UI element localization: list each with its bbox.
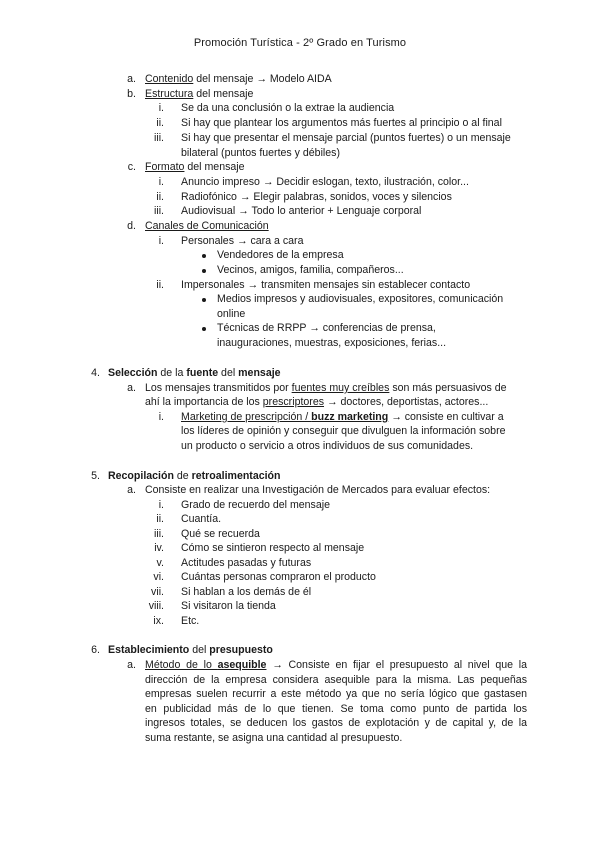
list-item-continuation: bilateral (puntos fuertes y débiles) bbox=[181, 147, 340, 159]
underlined-bold-term: asequible bbox=[217, 659, 267, 671]
heading-bold-part: Establecimiento bbox=[108, 644, 190, 656]
list-item: Radiofónico → Elegir palabras, sonidos, voces y silencios bbox=[181, 191, 452, 203]
heading-bold-part: retroalimentación bbox=[191, 470, 281, 482]
item-marker: vii. bbox=[151, 586, 164, 598]
item-text: del mensaje bbox=[193, 88, 254, 100]
section-heading-6 bbox=[108, 643, 273, 657]
paragraph-line: un producto o servicio a otros individuos de sus comunidades. bbox=[181, 440, 474, 452]
list-item: Si hablan a los demás de él bbox=[181, 586, 312, 598]
item-marker: a. bbox=[127, 382, 136, 394]
list-item: Etc. bbox=[181, 615, 200, 627]
bullet-dot bbox=[202, 254, 206, 258]
item-marker: ii. bbox=[156, 117, 164, 129]
item-marker: ii. bbox=[156, 191, 164, 203]
item-marker: viii. bbox=[148, 600, 164, 612]
paragraph-line bbox=[145, 658, 527, 672]
heading-part: del bbox=[189, 644, 210, 656]
heading-bold-part: presupuesto bbox=[209, 644, 273, 656]
item-marker: c. bbox=[127, 161, 136, 173]
item-marker: d. bbox=[127, 220, 136, 232]
bullet-item-continuation: inauguraciones, muestras, exposiciones, ferias... bbox=[217, 337, 447, 349]
heading-bold-part: fuente bbox=[186, 367, 219, 379]
item-text: del mensaje bbox=[184, 161, 245, 173]
item-marker: i. bbox=[158, 411, 164, 423]
list-item: Cómo se sintieron respecto al mensaje bbox=[181, 542, 365, 554]
list-item-canales: Canales de Comunicación bbox=[145, 220, 269, 232]
bullet-item: Técnicas de RRPP → conferencias de prensa, bbox=[217, 322, 436, 334]
paragraph-line bbox=[181, 410, 504, 424]
item-marker: a. bbox=[127, 484, 136, 496]
list-item: Si hay que plantear los argumentos más fuertes al principio o al final bbox=[181, 117, 502, 129]
section-number: 5. bbox=[91, 470, 100, 482]
item-marker: v. bbox=[156, 557, 164, 569]
item-marker: i. bbox=[158, 102, 164, 114]
underlined-term: Contenido bbox=[145, 73, 194, 85]
list-item: Anuncio impreso → Decidir eslogan, texto, ilustración, color... bbox=[181, 176, 469, 188]
item-marker: iii. bbox=[153, 205, 164, 217]
underlined-term: Estructura bbox=[145, 88, 194, 100]
list-item: Audiovisual → Todo lo anterior + Lenguaje corporal bbox=[181, 205, 422, 217]
bullet-item-continuation: online bbox=[217, 308, 246, 320]
section-number: 4. bbox=[91, 367, 100, 379]
bullet-dot bbox=[202, 298, 206, 302]
list-item: Cuántas personas compraron el producto bbox=[181, 571, 376, 583]
item-marker: a. bbox=[127, 73, 136, 85]
text-part: → Consiste en fijar el presupuesto al nivel que la bbox=[266, 659, 527, 671]
item-marker: i. bbox=[158, 235, 164, 247]
item-marker: b. bbox=[127, 88, 136, 100]
section-number: 6. bbox=[91, 644, 100, 656]
item-marker: i. bbox=[158, 499, 164, 511]
bullet-item: Medios impresos y audiovisuales, expositores, comunicación bbox=[217, 293, 504, 305]
paragraph-line: los líderes de opinión y conseguir que divulguen la información sobre bbox=[181, 425, 506, 437]
item-marker: iv. bbox=[154, 542, 164, 554]
item-marker: ix. bbox=[153, 615, 164, 627]
item-text: del mensaje → Modelo AIDA bbox=[193, 73, 332, 85]
list-item-contenido bbox=[145, 72, 332, 86]
bullet-dot bbox=[202, 269, 206, 273]
text-part: Los mensajes transmitidos por bbox=[145, 382, 292, 394]
list-item-impersonales: Impersonales → transmiten mensajes sin establecer contacto bbox=[181, 279, 471, 291]
paragraph-line: empresas suelen recurrir a este método ya que no sería lógico que gastasen bbox=[145, 688, 527, 700]
underlined-term: Formato bbox=[145, 161, 185, 173]
bullet-item: Vecinos, amigos, familia, compañeros... bbox=[217, 264, 404, 276]
list-item: Grado de recuerdo del mensaje bbox=[181, 499, 330, 511]
list-item-personales: Personales → cara a cara bbox=[181, 235, 304, 247]
page-header: Promoción Turística - 2º Grado en Turismo bbox=[193, 37, 407, 49]
text-part: son más persuasivos de bbox=[389, 382, 507, 394]
item-marker: ii. bbox=[156, 279, 164, 291]
list-item: Si hay que presentar el mensaje parcial (puntos fuertes) o un mensaje bbox=[181, 132, 511, 144]
underlined-term: prescriptores bbox=[262, 396, 325, 408]
item-marker: iii. bbox=[153, 528, 164, 540]
list-item: Qué se recuerda bbox=[181, 528, 260, 540]
paragraph-line: suma restante, se asigna una cantidad al presupuesto. bbox=[145, 732, 403, 744]
underlined-bold-term: buzz marketing bbox=[311, 411, 389, 423]
item-marker: iii. bbox=[153, 132, 164, 144]
bullet-item: Vendedores de la empresa bbox=[217, 249, 344, 261]
underlined-term: Método de lo bbox=[145, 659, 218, 671]
bullet-dot bbox=[202, 327, 206, 331]
list-item-estructura bbox=[145, 87, 253, 101]
list-item-formato bbox=[145, 160, 245, 174]
heading-part: del bbox=[218, 367, 239, 379]
paragraph-line: dirección de la empresa considera asequible para la misma. Las pequeñas bbox=[145, 674, 527, 686]
item-marker: a. bbox=[127, 659, 136, 671]
heading-part: de la bbox=[157, 367, 187, 379]
paragraph-line: Consiste en realizar una Investigación de Mercados para evaluar efectos: bbox=[145, 484, 491, 496]
list-item: Si visitaron la tienda bbox=[181, 600, 276, 612]
paragraph-line: en publicidad más de lo que tienen. Se toma como punto de partida los bbox=[145, 703, 527, 715]
heading-bold-part: Selección bbox=[108, 367, 158, 379]
list-item: Se da una conclusión o la extrae la audiencia bbox=[181, 102, 395, 114]
paragraph-line bbox=[145, 381, 507, 395]
text-part: → consiste en cultivar a bbox=[388, 411, 504, 423]
section-heading-5 bbox=[108, 469, 281, 483]
text-part: ahí la importancia de los bbox=[145, 396, 263, 408]
underlined-term: Marketing de prescripción / bbox=[181, 411, 312, 423]
heading-bold-part: Recopilación bbox=[108, 470, 174, 482]
list-item: Cuantía. bbox=[181, 513, 222, 525]
paragraph-line bbox=[145, 395, 488, 409]
item-marker: i. bbox=[158, 176, 164, 188]
item-marker: ii. bbox=[156, 513, 164, 525]
section-heading-4 bbox=[108, 366, 281, 380]
heading-part: de bbox=[173, 470, 192, 482]
text-part: → doctores, deportistas, actores... bbox=[324, 396, 489, 408]
paragraph-line: ingresos totales, se deducen los gastos de explotación y de capital y, de la bbox=[145, 717, 527, 729]
item-marker: vi. bbox=[153, 571, 164, 583]
heading-bold-part: mensaje bbox=[238, 367, 281, 379]
list-item: Actitudes pasadas y futuras bbox=[181, 557, 312, 569]
underlined-term: fuentes muy creíbles bbox=[291, 382, 390, 394]
